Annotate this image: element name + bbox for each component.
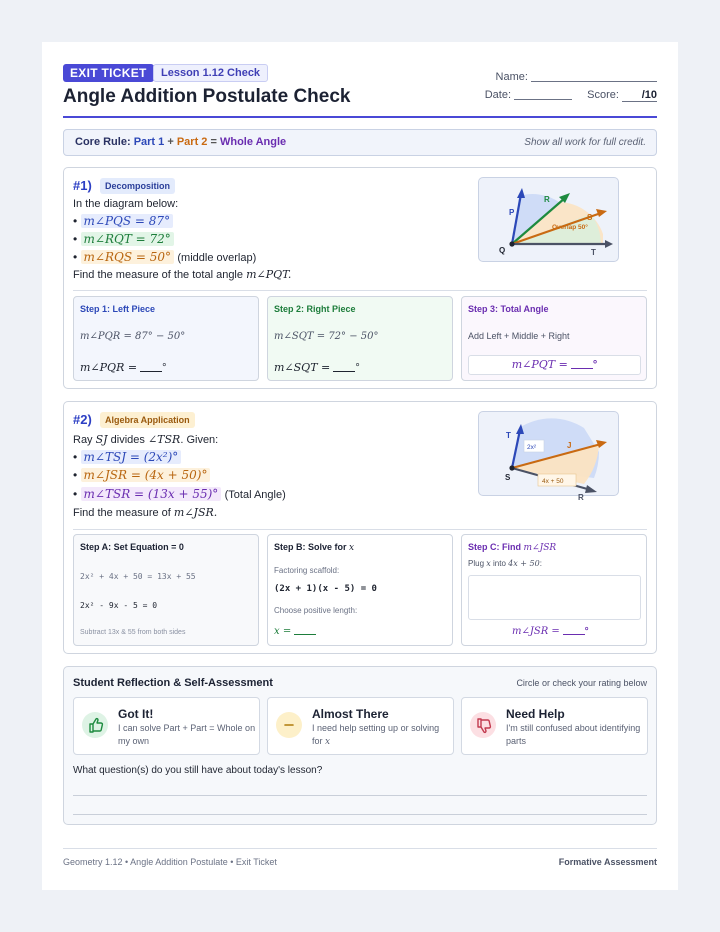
step-1-line: m∠PQR = 87° − 50° bbox=[80, 331, 186, 342]
step-a-note: Subtract 13x & 55 from both sides bbox=[80, 629, 186, 636]
rating-got-it-desc: I can solve Part + Part = Whole on my own bbox=[118, 723, 256, 746]
step-2-blank[interactable] bbox=[333, 371, 355, 372]
problem-2-diagram bbox=[478, 411, 619, 502]
label-r: R bbox=[544, 195, 550, 204]
core-rule-banner bbox=[63, 129, 657, 156]
core-plus: + bbox=[167, 136, 174, 148]
prompt-text: Find the measure of the total angle bbox=[73, 269, 243, 281]
reflection-section bbox=[63, 666, 657, 825]
step-c-blank[interactable] bbox=[563, 634, 585, 635]
rating-need-help-title: Need Help bbox=[506, 707, 565, 721]
arrow-p bbox=[517, 188, 525, 198]
exit-ticket-badge: EXIT TICKET bbox=[63, 64, 154, 82]
step-3-answer[interactable] bbox=[468, 355, 641, 375]
step-b-choose: Choose positive length: bbox=[274, 606, 358, 615]
problem-1-card bbox=[63, 167, 657, 389]
core-rule-label: Core Rule: bbox=[75, 136, 131, 148]
problem-2-prompt bbox=[73, 506, 217, 519]
vertex-q bbox=[509, 241, 514, 246]
problem-1-divider bbox=[73, 290, 647, 291]
intro-ray: SJ bbox=[95, 433, 108, 446]
problem-2-bullet-2: • m∠JSR = (4x + 50)° bbox=[73, 468, 210, 482]
step-b-var: x bbox=[349, 543, 355, 553]
rating-got-it[interactable] bbox=[73, 697, 260, 755]
label-t2: T bbox=[506, 431, 511, 440]
step-1-title: Step 1: Left Piece bbox=[80, 304, 156, 314]
intro-c: . Given: bbox=[180, 434, 219, 446]
intro-b: divides bbox=[110, 434, 145, 446]
step-1-unit: ° bbox=[162, 362, 167, 374]
given-tsj: m∠TSJ = (2x²)° bbox=[81, 450, 182, 464]
step-1-answer bbox=[80, 361, 167, 374]
intro-a: Ray bbox=[73, 434, 93, 446]
step-c-title-text: Step C: Find bbox=[468, 542, 521, 552]
step-3-blank[interactable] bbox=[571, 368, 593, 369]
name-label: Name: bbox=[495, 71, 528, 83]
core-note: Show all work for full credit. bbox=[524, 137, 646, 148]
label-q: Q bbox=[499, 246, 506, 255]
problem-1-number: #1) bbox=[73, 178, 92, 193]
thumbs-up-icon bbox=[82, 712, 108, 738]
step-a-title: Step A: Set Equation = 0 bbox=[80, 542, 184, 552]
problem-2-intro bbox=[73, 433, 218, 446]
label-left: 2x² bbox=[527, 444, 537, 451]
plug-expr: 4x + 50 bbox=[508, 559, 540, 568]
step-3-line: Add Left + Middle + Right bbox=[468, 331, 570, 341]
rating-need-help[interactable] bbox=[461, 697, 648, 755]
worksheet-page bbox=[42, 42, 678, 890]
step-2-line: m∠SQT = 72° − 50° bbox=[274, 331, 379, 342]
step-3-title: Step 3: Total Angle bbox=[468, 304, 549, 314]
label-right: 4x + 50 bbox=[542, 478, 564, 485]
date-score-row bbox=[485, 89, 657, 102]
problem-2-bullet-1: • m∠TSJ = (2x²)° bbox=[73, 450, 181, 464]
rating-need-help-desc: I'm still confused about identifying parts bbox=[506, 723, 641, 746]
given-rqt: m∠RQT = 72° bbox=[81, 232, 174, 246]
problem-1-diagram bbox=[478, 177, 619, 262]
answer-line-2[interactable] bbox=[73, 814, 647, 815]
reflection-note: Circle or check your rating below bbox=[516, 678, 647, 688]
step-a-line-2: 2x² - 9x - 5 = 0 bbox=[80, 601, 158, 610]
given-rqs: m∠RQS = 50° bbox=[81, 250, 174, 264]
step-3-lhs: m∠PQT = bbox=[511, 358, 568, 371]
step-c-box bbox=[461, 534, 647, 646]
step-c-answer bbox=[512, 626, 589, 637]
step-3-unit: ° bbox=[592, 359, 598, 371]
step-3-box bbox=[461, 296, 647, 381]
step-1-box bbox=[73, 296, 259, 381]
date-label: Date: bbox=[484, 89, 512, 101]
problem-1-bullet-3: • m∠RQS = 50° (middle overlap) bbox=[73, 250, 257, 264]
step-b-title bbox=[274, 542, 354, 553]
reflection-question: What question(s) do you still have about today's lesson? bbox=[73, 765, 323, 776]
step-b-lhs: x = bbox=[274, 626, 292, 637]
problem-2-bullet-3: • m∠TSR = (13x + 55)° (Total Angle) bbox=[73, 487, 286, 501]
rating-got-it-title: Got It! bbox=[118, 707, 154, 721]
neutral-dash-icon bbox=[276, 712, 302, 738]
prompt-math-2: m∠JSR. bbox=[173, 506, 218, 519]
name-field[interactable] bbox=[531, 81, 657, 82]
problem-1-prompt bbox=[73, 268, 291, 281]
core-equals: = bbox=[210, 136, 217, 148]
thumbs-up-svg bbox=[82, 712, 108, 738]
step-b-box bbox=[267, 534, 453, 646]
step-c-title-math: m∠JSR bbox=[523, 543, 557, 553]
label-t: T bbox=[591, 248, 596, 257]
vertex-s bbox=[509, 465, 514, 470]
given-tsr: m∠TSR = (13x + 55)° bbox=[81, 487, 222, 501]
prompt-text-2: Find the measure of bbox=[73, 507, 171, 519]
rating-almost-there[interactable] bbox=[267, 697, 454, 755]
label-p: P bbox=[509, 208, 515, 217]
problem-1-intro: In the diagram below: bbox=[73, 198, 179, 210]
neutral-dash-svg bbox=[276, 712, 302, 738]
problem-1-bullet-1: • m∠PQS = 87° bbox=[73, 214, 173, 228]
plug-c: : bbox=[539, 559, 542, 568]
reflection-title: Student Reflection & Self-Assessment bbox=[73, 677, 273, 689]
rating-almost-desc-text: I need help setting up or solving for bbox=[312, 723, 440, 746]
step-a-line-1: 2x² + 4x + 50 = 13x + 55 bbox=[80, 572, 196, 581]
problem-2-number: #2) bbox=[73, 412, 92, 427]
thumbs-down-icon bbox=[470, 712, 496, 738]
step-c-work-area[interactable] bbox=[468, 575, 641, 620]
header bbox=[63, 64, 657, 118]
step-b-title-text: Step B: Solve for bbox=[274, 542, 347, 552]
label-r2: R bbox=[578, 493, 584, 502]
prompt-math: m∠PQT. bbox=[246, 268, 292, 281]
step-b-scaffold: Factoring scaffold: bbox=[274, 566, 340, 575]
arrow-r2 bbox=[585, 485, 597, 493]
step-c-title bbox=[468, 542, 556, 553]
arrow-t bbox=[605, 240, 613, 248]
step-c-unit: ° bbox=[584, 626, 589, 637]
total-note: (Total Angle) bbox=[224, 489, 286, 501]
score-label: Score: bbox=[587, 89, 619, 101]
step-2-title: Step 2: Right Piece bbox=[274, 304, 356, 314]
given-pqs: m∠PQS = 87° bbox=[81, 214, 174, 228]
date-field[interactable] bbox=[514, 99, 572, 100]
overlap-note: (middle overlap) bbox=[177, 252, 257, 264]
label-s2: S bbox=[505, 473, 511, 482]
angle-diagram-1 bbox=[479, 178, 620, 263]
lesson-badge: Lesson 1.12 Check bbox=[153, 64, 268, 82]
step-2-answer bbox=[274, 361, 360, 374]
step-2-unit: ° bbox=[355, 362, 360, 374]
step-1-lhs: m∠PQR = bbox=[80, 361, 138, 374]
rating-almost-title: Almost There bbox=[312, 707, 389, 721]
answer-line-1[interactable] bbox=[73, 795, 647, 796]
step-c-plug bbox=[468, 559, 542, 568]
step-b-factored: (2x + 1)(x - 5) = 0 bbox=[274, 584, 377, 594]
label-overlap: Overlap 50° bbox=[552, 224, 588, 231]
plug-x: x bbox=[486, 559, 491, 568]
problem-1-bullet-2: • m∠RQT = 72° bbox=[73, 232, 174, 246]
footer-left: Geometry 1.12 • Angle Addition Postulate • Exit Ticket bbox=[63, 857, 277, 867]
score-field[interactable]: /10 bbox=[622, 89, 657, 102]
plug-b: into bbox=[493, 559, 506, 568]
thumbs-down-svg bbox=[470, 712, 496, 738]
name-row bbox=[496, 71, 657, 83]
arrow-s bbox=[596, 209, 607, 217]
footer-right: Formative Assessment bbox=[558, 857, 657, 867]
given-jsr: m∠JSR = (4x + 50)° bbox=[81, 468, 211, 482]
angle-diagram-2 bbox=[479, 412, 620, 502]
core-part1: Part 1 bbox=[133, 136, 165, 148]
label-j: J bbox=[567, 441, 572, 450]
problem-2-tag: Algebra Application bbox=[100, 412, 195, 428]
core-whole: Whole Angle bbox=[219, 136, 287, 148]
plug-a: Plug bbox=[468, 559, 485, 568]
intro-angle: ∠TSR bbox=[147, 433, 181, 446]
step-2-lhs: m∠SQT = bbox=[274, 361, 331, 374]
step-c-lhs: m∠JSR = bbox=[512, 626, 560, 637]
problem-2-divider bbox=[73, 529, 647, 530]
footer bbox=[63, 848, 657, 867]
step-2-box bbox=[267, 296, 453, 381]
problem-1-tag: Decomposition bbox=[100, 178, 175, 194]
rating-almost-desc-math: x bbox=[325, 737, 331, 747]
core-part2: Part 2 bbox=[176, 136, 208, 148]
header-divider bbox=[63, 116, 657, 118]
problem-2-card bbox=[63, 401, 657, 654]
rating-almost-desc bbox=[312, 722, 450, 749]
step-b-answer bbox=[274, 626, 316, 637]
label-s: S bbox=[587, 213, 593, 222]
step-1-blank[interactable] bbox=[140, 371, 162, 372]
step-a-box bbox=[73, 534, 259, 646]
core-rule-text bbox=[75, 136, 286, 148]
page-title: Angle Addition Postulate Check bbox=[63, 86, 351, 107]
step-b-blank[interactable] bbox=[294, 634, 316, 635]
